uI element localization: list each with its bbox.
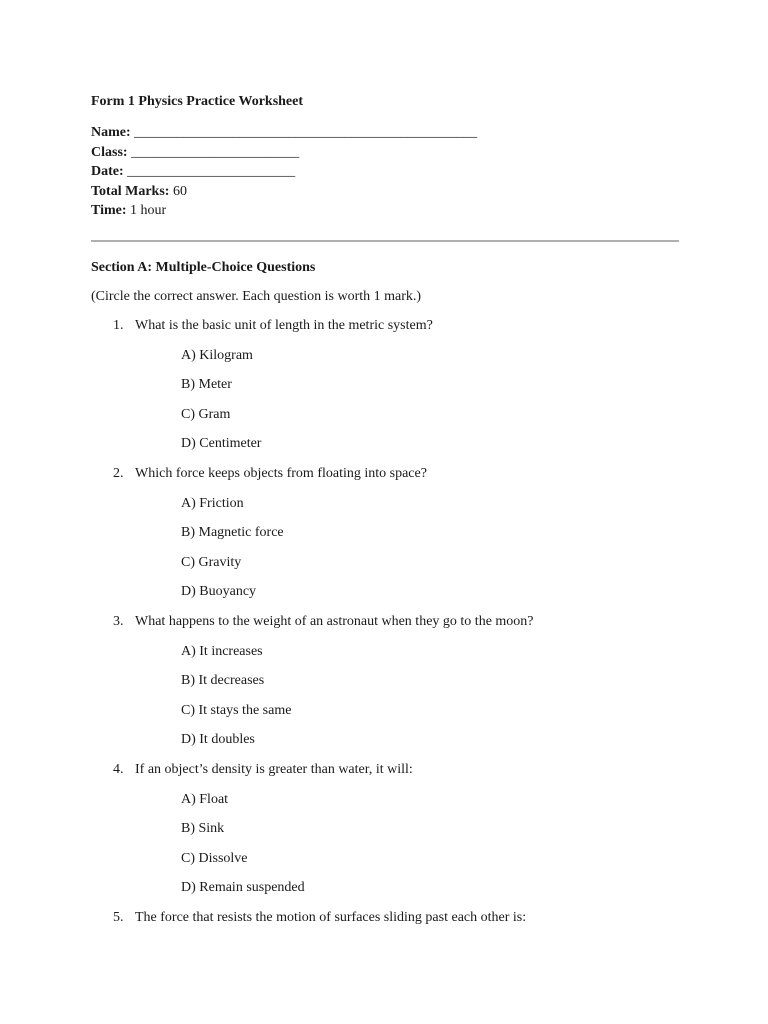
answer-option[interactable]: D) Remain suspended	[181, 880, 305, 896]
total-marks-field	[91, 182, 691, 202]
answer-option[interactable]: C) Gravity	[181, 554, 242, 570]
answer-option[interactable]: A) Float	[181, 791, 229, 807]
question-text: The force that resists the motion of surfaces sliding past each other is:	[135, 909, 527, 925]
field-label: Class:	[91, 144, 128, 160]
field-value: ________________________	[127, 164, 296, 179]
class-field	[91, 143, 691, 163]
question-item	[91, 613, 731, 749]
page-title: Form 1 Physics Practice Worksheet	[91, 94, 304, 109]
question-line	[91, 613, 731, 631]
answer-option[interactable]: B) It decreases	[181, 673, 265, 689]
horizontal-divider	[91, 240, 679, 242]
answer-option[interactable]: B) Sink	[181, 821, 225, 837]
question-item	[91, 909, 731, 927]
question-text: If an object’s density is greater than water, it will:	[135, 761, 413, 777]
answer-option[interactable]: D) Centimeter	[181, 436, 262, 452]
answer-option[interactable]: A) It increases	[181, 643, 263, 659]
question-number: 5.	[113, 909, 124, 925]
question-item	[91, 465, 731, 601]
worksheet-header	[91, 93, 691, 221]
field-value: 1 hour	[130, 203, 167, 218]
answer-option[interactable]: B) Meter	[181, 377, 232, 393]
question-text: What is the basic unit of length in the metric system?	[135, 318, 433, 333]
question-number: 3.	[113, 613, 124, 629]
question-line	[91, 465, 731, 483]
question-line	[91, 761, 731, 779]
question-number: 4.	[113, 761, 124, 777]
answer-options	[91, 347, 731, 454]
field-value: _________________________________________________	[134, 125, 478, 140]
field-label: Date:	[91, 164, 124, 179]
answer-option[interactable]: A) Kilogram	[181, 347, 253, 363]
answer-option[interactable]: D) Buoyancy	[181, 584, 257, 600]
name-field	[91, 123, 691, 143]
question-item	[91, 317, 731, 453]
section-instructions: (Circle the correct answer. Each question is worth 1 mark.)	[91, 289, 422, 304]
section-a	[91, 259, 731, 938]
question-line	[91, 317, 731, 335]
field-value: ________________________	[131, 144, 300, 160]
answer-option[interactable]: C) It stays the same	[181, 702, 292, 718]
date-field	[91, 162, 691, 182]
answer-option[interactable]: B) Magnetic force	[181, 525, 284, 541]
answer-option[interactable]: C) Gram	[181, 406, 231, 422]
answer-options	[91, 495, 731, 602]
question-item	[91, 761, 731, 897]
field-label: Total Marks:	[91, 183, 170, 199]
section-title: Section A: Multiple-Choice Questions	[91, 260, 316, 275]
question-text: What happens to the weight of an astronaut when they go to the moon?	[135, 613, 534, 629]
field-label: Name:	[91, 125, 131, 140]
question-list	[91, 317, 731, 927]
field-value: 60	[172, 183, 187, 199]
time-field	[91, 201, 691, 221]
answer-options	[91, 791, 731, 898]
field-label: Time:	[91, 203, 127, 218]
question-number: 2.	[113, 465, 124, 481]
answer-option[interactable]: D) It doubles	[181, 732, 255, 748]
question-line	[91, 909, 731, 927]
answer-options	[91, 643, 731, 750]
answer-option[interactable]: C) Dissolve	[181, 850, 248, 866]
question-text: Which force keeps objects from floating into space?	[135, 465, 427, 481]
answer-option[interactable]: A) Friction	[181, 495, 244, 511]
student-info-fields	[91, 123, 691, 221]
question-number: 1.	[113, 318, 124, 333]
